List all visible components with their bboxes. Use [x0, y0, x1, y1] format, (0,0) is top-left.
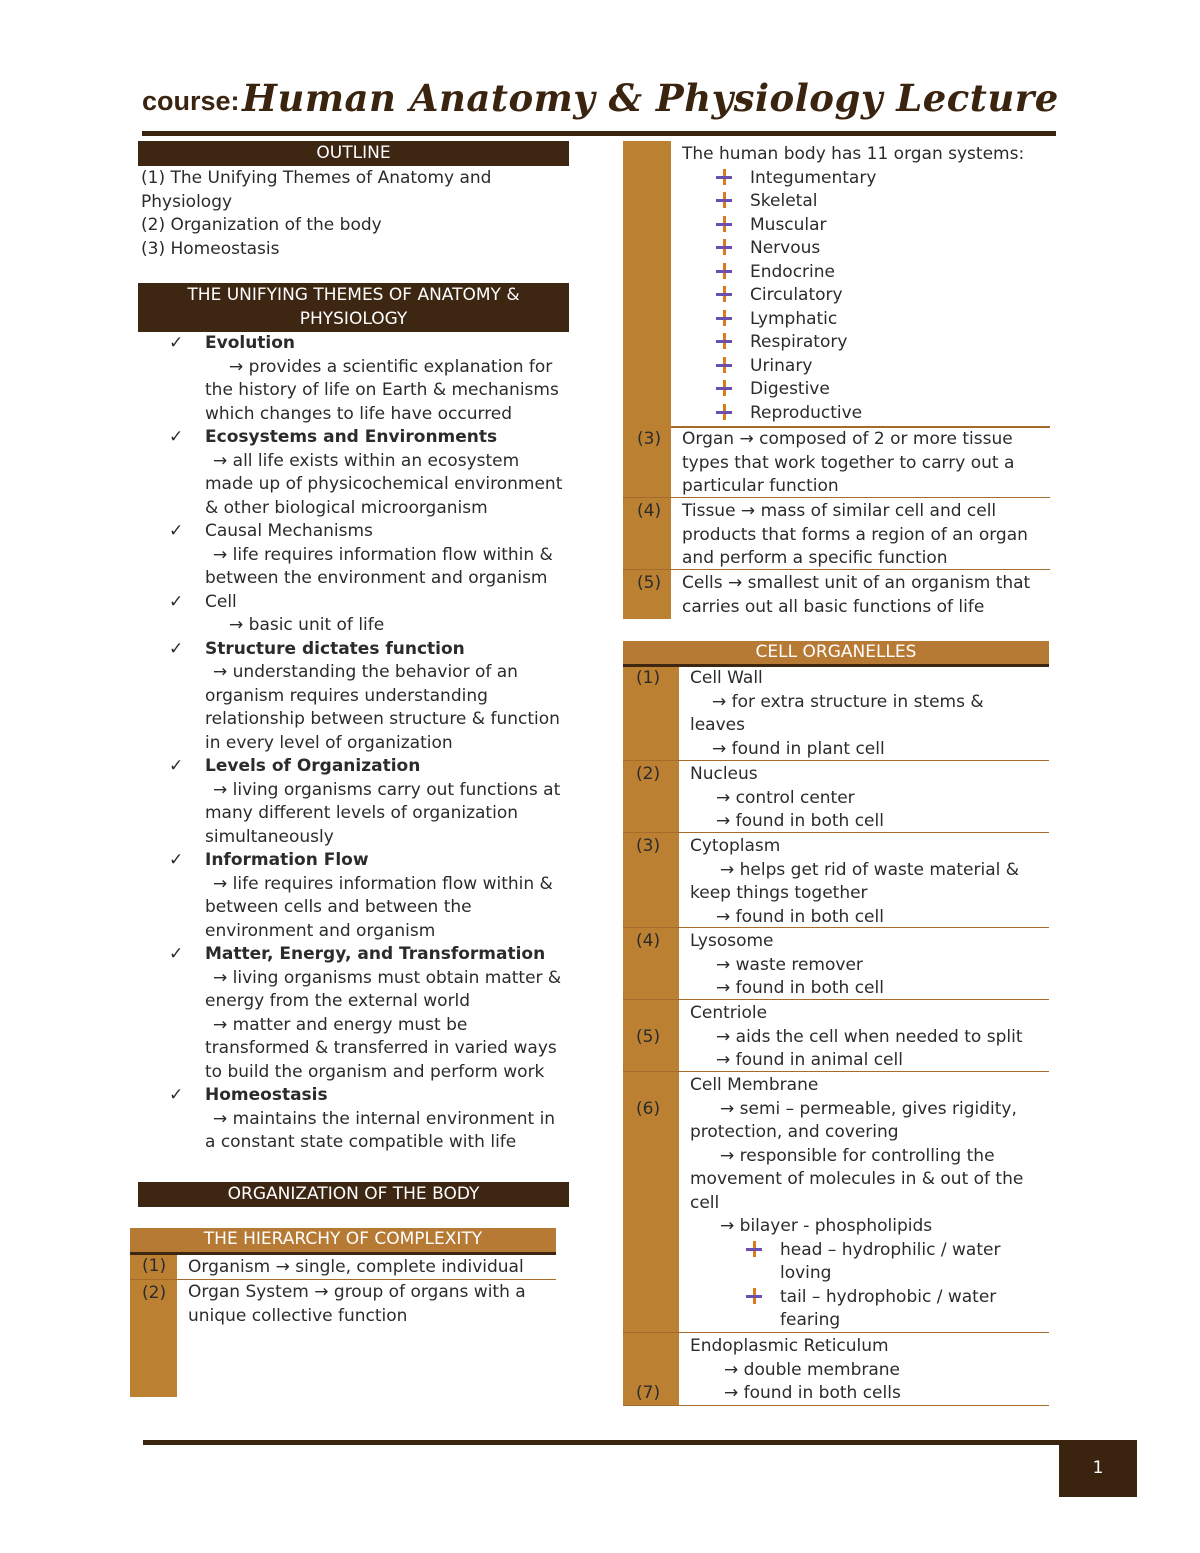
row-number: (4): [637, 501, 662, 521]
outline-line: (2) Organization of the body: [141, 215, 382, 235]
row-line: products that forms a region of an organ: [682, 524, 1028, 545]
row-line: Organ System → group of organs with a: [188, 1282, 526, 1302]
theme-desc: → matter and energy must be: [213, 1014, 468, 1035]
theme-item: [139, 332, 579, 356]
outline-line: (1) The Unifying Themes of Anatomy and: [141, 168, 492, 188]
row-line: → found in animal cell: [716, 1050, 903, 1070]
organ-system-item: [682, 190, 1052, 214]
organization-heading: ORGANIZATION OF THE BODY: [138, 1182, 569, 1207]
organ-system-label: Reproductive: [750, 402, 863, 423]
outline-line: Physiology: [141, 191, 233, 212]
row-line: Cell Membrane: [690, 1075, 819, 1095]
themes-heading-line1: THE UNIFYING THEMES OF ANATOMY &: [187, 285, 520, 305]
row-number: (4): [636, 931, 661, 951]
row-line: unique collective function: [188, 1305, 408, 1326]
row-line: Organism → single, complete individual: [188, 1257, 524, 1277]
organ-system-label: Respiratory: [750, 332, 848, 352]
theme-item: [139, 849, 579, 873]
organ-system-item: [682, 308, 1052, 332]
theme-desc: relationship between structure & function: [205, 709, 560, 729]
organelles-heading: CELL ORGANELLES: [623, 641, 1049, 667]
theme-desc: → living organisms must obtain matter &: [213, 967, 562, 988]
row-line: Endoplasmic Reticulum: [690, 1336, 889, 1356]
row-number: (1): [636, 668, 661, 688]
organ-system-item: [682, 284, 1052, 308]
plus-bullet-icon: [746, 1288, 762, 1304]
row-line: Organ → composed of 2 or more tissue: [682, 429, 1013, 449]
theme-title: Cell: [205, 591, 237, 612]
checkmark-icon: ✓: [169, 591, 184, 612]
theme-desc: → all life exists within an ecosystem: [213, 450, 520, 471]
organelle-row: [623, 1002, 1049, 1072]
plus-bullet-icon: [716, 286, 732, 302]
row-line: → responsible for controlling the: [720, 1145, 995, 1166]
row-line: particular function: [682, 476, 839, 496]
organ-system-item: [682, 261, 1052, 285]
checkmark-icon: ✓: [169, 1085, 184, 1105]
row-line: movement of molecules in & out of the: [690, 1169, 1024, 1189]
row-line: Tissue → mass of similar cell and cell: [682, 501, 997, 521]
hierarchy-row: [623, 428, 1050, 498]
bullet-item: [690, 1286, 1050, 1310]
theme-item: [139, 426, 579, 450]
row-number: (5): [636, 1027, 661, 1047]
theme-desc: → understanding the behavior of an: [213, 662, 518, 682]
theme-title: Levels of Organization: [205, 756, 421, 776]
hierarchy-row: [623, 572, 1050, 619]
theme-item: [139, 755, 579, 779]
organ-system-label: Circulatory: [750, 285, 843, 305]
row-text: [188, 1281, 558, 1328]
bullet-item: [690, 1239, 1050, 1263]
theme-title: Information Flow: [205, 850, 369, 870]
course-title: Human Anatomy & Physiology Lecture: [242, 76, 1059, 120]
organ-system-label: Skeletal: [750, 191, 818, 211]
row-number: (2): [636, 764, 661, 784]
plus-bullet-icon: [716, 357, 732, 373]
theme-title: Structure dictates function: [205, 638, 465, 659]
plus-bullet-icon: [716, 239, 732, 255]
outline-line: (3) Homeostasis: [141, 238, 280, 259]
row-line: → found in both cell: [716, 978, 884, 998]
row-line: Lysosome: [690, 931, 774, 951]
row-text: [682, 572, 1052, 619]
outline-heading: OUTLINE: [138, 141, 569, 166]
organ-system-item: [682, 214, 1052, 238]
row-number: (2): [142, 1283, 167, 1303]
themes-heading-line2: PHYSIOLOGY: [299, 309, 408, 329]
organ-system-item: [682, 378, 1052, 402]
row-line: keep things together: [690, 883, 868, 903]
organelle-row: [623, 930, 1049, 1000]
row-line: → helps get rid of waste material &: [720, 859, 1019, 880]
theme-item: [139, 638, 579, 662]
theme-desc: & other biological microorganism: [205, 497, 488, 518]
bullet-cont: loving: [780, 1263, 832, 1283]
theme-desc: → life requires information flow within &: [213, 873, 553, 894]
hierarchy-row: [130, 1281, 556, 1397]
organ-system-label: Integumentary: [750, 167, 877, 188]
row-number: (1): [142, 1256, 167, 1276]
plus-bullet-icon: [716, 263, 732, 279]
theme-title: Ecosystems and Environments: [205, 427, 498, 447]
row-line: leaves: [690, 715, 745, 735]
hierarchy-row: [623, 500, 1050, 570]
page-number: 1: [1059, 1440, 1137, 1497]
organelle-row: [623, 835, 1049, 928]
checkmark-icon: ✓: [169, 850, 184, 870]
organelle-row: [623, 1074, 1049, 1333]
row-line: → double membrane: [724, 1359, 901, 1380]
checkmark-icon: ✓: [169, 944, 184, 964]
theme-desc: between the environment and organism: [205, 568, 548, 588]
plus-bullet-icon: [716, 333, 732, 349]
row-text: [690, 930, 1050, 1001]
row-line: cell: [690, 1192, 720, 1213]
row-line: Nucleus: [690, 764, 758, 784]
organ-system-label: Muscular: [750, 214, 827, 235]
organelle-row: [623, 667, 1049, 761]
row-line: → found in both cells: [724, 1383, 901, 1403]
checkmark-icon: ✓: [169, 427, 184, 447]
row-text: [690, 1002, 1050, 1073]
row-line: → waste remover: [716, 954, 863, 975]
row-line: types that work together to carry out a: [682, 452, 1015, 473]
organelle-row: [623, 1335, 1049, 1406]
row-line: carries out all basic functions of life: [682, 596, 985, 617]
organ-systems-block: [682, 143, 1052, 425]
row-text: [690, 763, 1050, 834]
row-line: → found in both cell: [716, 906, 884, 927]
theme-desc: → living organisms carry out functions at: [213, 779, 561, 800]
document-header: [142, 72, 1059, 132]
organ-systems-intro: The human body has 11 organ systems:: [682, 144, 1025, 164]
row-line: Cells → smallest unit of an organism that: [682, 573, 1031, 593]
themes-list: [139, 332, 579, 1155]
theme-desc: → provides a scientific explanation for: [229, 356, 553, 377]
row-line: → found in plant cell: [712, 738, 885, 759]
row-number: (3): [636, 836, 661, 856]
organ-system-label: Digestive: [750, 379, 830, 399]
row-line: → bilayer - phospholipids: [720, 1216, 933, 1236]
checkmark-icon: ✓: [169, 333, 184, 353]
row-line: → found in both cell: [716, 811, 884, 831]
row-line: → control center: [716, 787, 855, 808]
plus-bullet-icon: [716, 192, 732, 208]
theme-desc: between cells and between the: [205, 897, 472, 917]
theme-desc: environment and organism: [205, 920, 436, 941]
plus-bullet-icon: [716, 380, 732, 396]
checkmark-icon: ✓: [169, 638, 184, 659]
row-line: Centriole: [690, 1003, 768, 1023]
outline-list: [141, 167, 571, 261]
organ-system-label: Endocrine: [750, 261, 835, 282]
hierarchy-row: [130, 1256, 556, 1280]
theme-title: Matter, Energy, and Transformation: [205, 944, 546, 964]
theme-desc: → maintains the internal environment in: [213, 1108, 556, 1129]
plus-bullet-icon: [716, 310, 732, 326]
row-number: (3): [637, 429, 662, 449]
row-text: [682, 428, 1052, 499]
theme-desc: energy from the external world: [205, 991, 471, 1011]
row-line: → aids the cell when needed to split: [716, 1026, 1023, 1047]
row-text: [690, 1074, 1050, 1333]
theme-item: [139, 520, 579, 544]
themes-heading: [138, 283, 569, 332]
row-line: Cytoplasm: [690, 836, 781, 856]
theme-desc: the history of life on Earth & mechanisms: [205, 380, 559, 400]
organ-system-label: Nervous: [750, 238, 821, 258]
theme-title: Evolution: [205, 333, 296, 353]
theme-title: Causal Mechanisms: [205, 521, 373, 541]
theme-title: Homeostasis: [205, 1085, 328, 1105]
bullet-text: tail – hydrophobic / water: [780, 1286, 997, 1307]
theme-desc: made up of physicochemical environment: [205, 474, 563, 494]
theme-desc: a constant state compatible with life: [205, 1132, 517, 1152]
checkmark-icon: ✓: [169, 756, 184, 776]
theme-desc: → life requires information flow within &: [213, 544, 553, 565]
row-text: [690, 1335, 1050, 1406]
organ-system-label: Lymphatic: [750, 308, 838, 329]
organ-system-label: Urinary: [750, 355, 813, 376]
organ-system-item: [682, 237, 1052, 261]
theme-desc: to build the organism and perform work: [205, 1061, 545, 1082]
theme-desc: many different levels of organization: [205, 803, 518, 823]
organ-system-item: [682, 167, 1052, 191]
row-number: (6): [636, 1099, 661, 1119]
checkmark-icon: ✓: [169, 521, 184, 541]
course-prefix: course:: [142, 86, 240, 116]
bullet-cont: fearing: [780, 1310, 841, 1330]
plus-bullet-icon: [716, 169, 732, 185]
theme-desc: in every level of organization: [205, 732, 453, 753]
row-text: [690, 835, 1050, 929]
row-line: Cell Wall: [690, 668, 763, 688]
theme-desc: which changes to life have occurred: [205, 403, 513, 424]
row-number: (7): [636, 1383, 661, 1403]
organ-system-item: [682, 355, 1052, 379]
row-line: → semi – permeable, gives rigidity,: [720, 1098, 1017, 1119]
row-line: and perform a specific function: [682, 548, 948, 568]
row-number: (5): [637, 573, 662, 593]
theme-desc: simultaneously: [205, 826, 334, 847]
theme-item: [139, 591, 579, 615]
row-text: [188, 1256, 558, 1280]
row-line: → for extra structure in stems &: [712, 691, 984, 712]
theme-item: [139, 1084, 579, 1108]
organ-system-item: [682, 331, 1052, 355]
organ-system-item: [682, 402, 1052, 426]
plus-bullet-icon: [716, 404, 732, 420]
theme-desc: organism requires understanding: [205, 685, 488, 706]
footer-rule: [143, 1440, 1059, 1445]
plus-bullet-icon: [746, 1241, 762, 1257]
theme-desc: transformed & transferred in varied ways: [205, 1038, 557, 1058]
theme-item: [139, 943, 579, 967]
row-text: [682, 500, 1052, 571]
bullet-text: head – hydrophilic / water: [780, 1239, 1001, 1260]
row-text: [690, 667, 1050, 761]
row-line: protection, and covering: [690, 1122, 899, 1142]
plus-bullet-icon: [716, 216, 732, 232]
hierarchy-heading: THE HIERARCHY OF COMPLEXITY: [130, 1228, 556, 1255]
header-rule: [142, 131, 1056, 136]
organelle-row: [623, 763, 1049, 833]
theme-desc: → basic unit of life: [229, 615, 385, 635]
